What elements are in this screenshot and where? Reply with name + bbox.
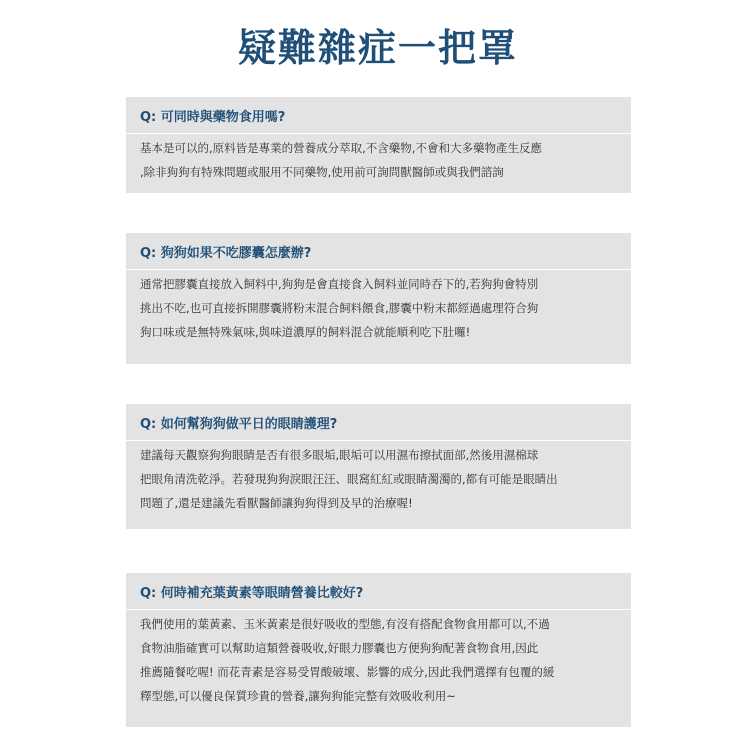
faq-question: Q: 狗狗如果不吃膠囊怎麼辦?: [140, 246, 312, 261]
faq-answer: [140, 612, 617, 708]
answer-line: 食物油脂確實可以幫助這類營養吸收,好眼力膠囊也方便狗狗配著食物食用,因此: [140, 641, 539, 655]
answer-line: 挑出不吃,也可直接拆開膠囊將粉末混合飼料餵食,膠囊中粉末都經過處理符合狗: [140, 301, 539, 315]
faq-question: Q: 何時補充葉黃素等眼睛營養比較好?: [140, 586, 364, 601]
answer-line: 把眼角清洗乾淨。若發現狗狗淚眼汪汪、眼窩紅紅或眼睛濁濁的,都有可能是眼睛出: [140, 472, 558, 486]
faq-card: [126, 573, 631, 727]
divider: [126, 269, 631, 270]
faq-card: [126, 404, 631, 529]
divider: [126, 133, 631, 134]
answer-line: 通常把膠囊直接放入飼料中,狗狗是會直接食入飼料並同時吞下的,若狗狗會特別: [140, 277, 539, 291]
divider: [126, 609, 631, 610]
faq-answer: [140, 272, 617, 344]
answer-line: 推薦隨餐吃喔! 而花青素是容易受胃酸破壞、影響的成分,因此我們選擇有包覆的緩: [140, 665, 555, 679]
answer-line: 問題了,還是建議先看獸醫師讓狗狗得到及早的治療喔!: [140, 496, 413, 510]
divider: [126, 440, 631, 441]
faq-question: Q: 可同時與藥物食用嗎?: [140, 110, 286, 125]
faq-card: [126, 233, 631, 364]
answer-line: ,除非狗狗有特殊問題或服用不同藥物,使用前可詢問獸醫師或與我們諮詢: [140, 165, 504, 179]
answer-line: 建議每天觀察狗狗眼睛是否有很多眼垢,眼垢可以用濕布擦拭面部,然後用濕棉球: [140, 448, 539, 462]
page-title: 疑難雜症一把罩: [237, 26, 518, 70]
answer-line: 狗口味或是無特殊氣味,與味道濃厚的飼料混合就能順利吃下肚囉!: [140, 325, 471, 339]
answer-line: 基本是可以的,原料皆是專業的營養成分萃取,不含藥物,不會和大多藥物產生反應: [140, 141, 542, 155]
answer-line: 我們使用的葉黃素、玉米黃素是很好吸收的型態,有沒有搭配食物食用都可以,不過: [140, 617, 550, 631]
faq-answer: [140, 136, 617, 184]
faq-answer: [140, 443, 617, 515]
faq-question: Q: 如何幫狗狗做平日的眼睛護理?: [140, 417, 338, 432]
answer-line: 釋型態,可以優良保質珍貴的營養,讓狗狗能完整有效吸收利用~: [140, 689, 456, 703]
faq-card: [126, 97, 631, 193]
